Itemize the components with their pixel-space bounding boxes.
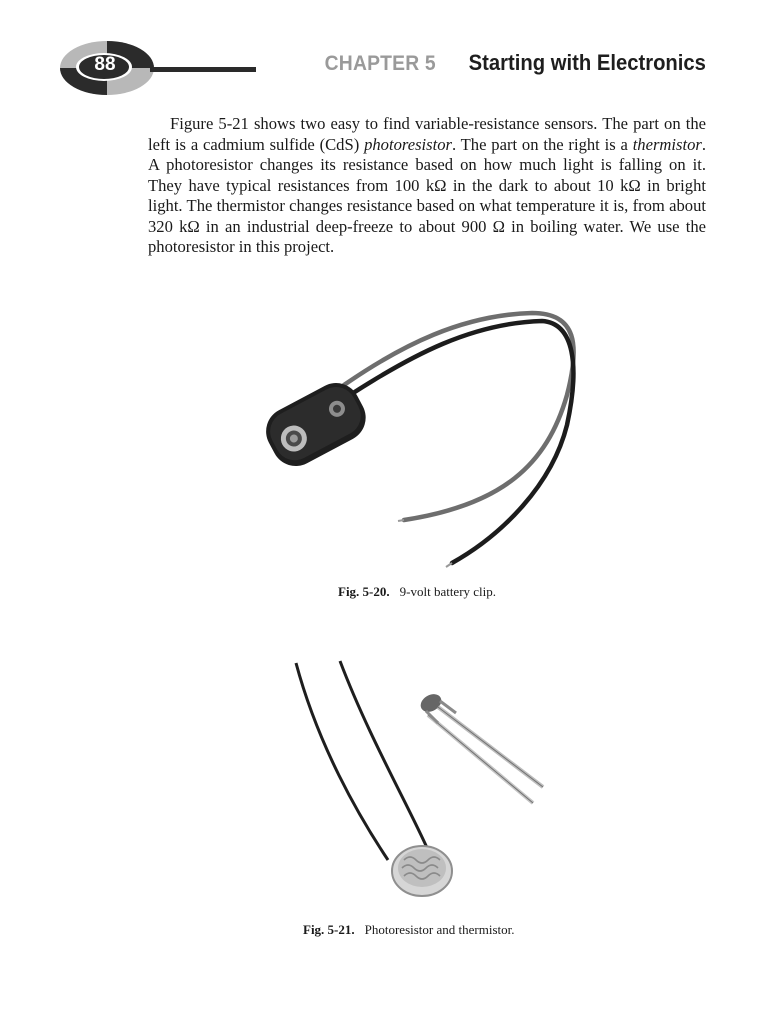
- chapter-label: CHAPTER 5: [324, 52, 437, 75]
- body-text-3: . A photoresistor changes its resistance based on how much light is falling on it. They have typical resistances from 100 kΩ in the dark to about 10 kΩ in bright light. The thermistor changes resistance based on what temperature it is, from about 320 kΩ in an industrial deep-freeze to about 900 Ω in boiling water. We use the photoresistor in this project.: [148, 134, 706, 256]
- figure-caption-text: 9-volt battery clip.: [399, 584, 497, 599]
- figure-label: Fig. 5-21.: [303, 922, 355, 937]
- battery-clip-photo: [262, 305, 592, 575]
- page-number: 88: [94, 54, 116, 75]
- body-text-1: Figure 5-21 shows two easy to find variable-resistance sensors. The part on the left is a cadmium sulfide (CdS): [148, 114, 706, 154]
- chapter-title: Starting with Electronics: [468, 50, 706, 75]
- figure-label: Fig. 5-20.: [338, 584, 390, 599]
- figure-caption-5-20: [338, 584, 496, 600]
- running-head: [315, 50, 706, 76]
- figure-caption-text: Photoresistor and thermistor.: [364, 922, 515, 937]
- body-paragraph: [148, 114, 706, 258]
- term-thermistor: thermistor: [632, 134, 702, 154]
- figure-caption-5-21: [303, 922, 515, 938]
- body-text-2: . The part on the right is a: [451, 134, 633, 154]
- header-rule: [150, 67, 256, 72]
- photoresistor-thermistor-photo: [288, 655, 568, 905]
- term-photoresistor: photoresistor: [364, 134, 452, 154]
